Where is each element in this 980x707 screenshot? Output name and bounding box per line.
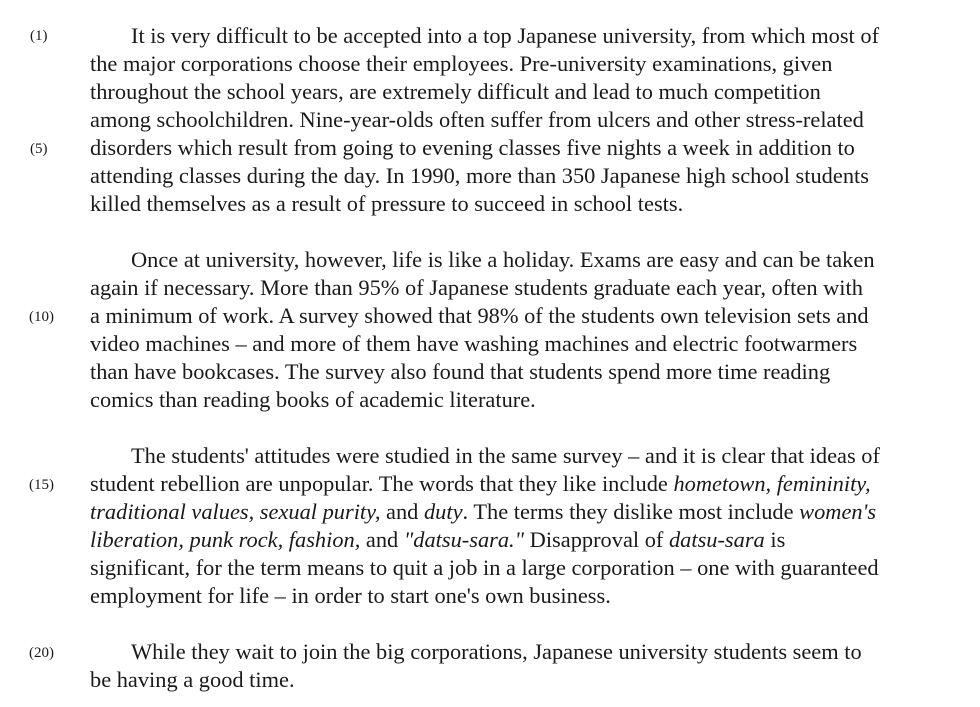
text-line: killed themselves as a result of pressure to succeed in school tests. [90,191,684,216]
text-line: the major corporations choose their employees. Pre-university examinations, given [90,51,833,76]
text-run: Disapproval of [524,527,669,552]
italic-term: datsu-sara [668,527,765,552]
text-line [90,470,871,498]
italic-term: women's [799,499,877,524]
text-line [90,498,876,526]
text-line: significant, for the term means to quit a job in a large corporation – one with guaranteed [90,555,879,580]
text-line: throughout the school years, are extremely difficult and lead to much competition [90,79,821,104]
text-line [90,526,785,554]
text-run: is [764,527,786,552]
italic-term: "datsu-sara." [403,527,525,552]
italic-term: liberation, punk rock, fashion, [90,527,361,552]
text-line: a minimum of work. A survey showed that 98% of the students own television sets and [90,303,869,328]
text-line: employment for life – in order to start one's own business. [90,583,611,608]
line-number-10: (10) [29,309,54,325]
text-line: disorders which result from going to evening classes five nights a week in addition to [90,135,855,160]
italic-term: duty [423,499,463,524]
text-line: among schoolchildren. Nine-year-olds often suffer from ulcers and other stress-related [90,107,864,132]
text-run: and [380,499,424,524]
line-number-20: (20) [29,645,54,661]
line-number-1: (1) [30,28,48,44]
text-line: again if necessary. More than 95% of Japanese students graduate each year, often with [90,275,863,300]
text-line: attending classes during the day. In 1990, more than 350 Japanese high school students [90,163,869,188]
text-run: and [360,527,404,552]
text-line: video machines – and more of them have washing machines and electric footwarmers [90,331,858,356]
text-run: . The terms they dislike most include [462,499,800,524]
text-line: The students' attitudes were studied in the same survey – and it is clear that ideas of [131,443,880,468]
text-run: student rebellion are unpopular. The words that they like include [90,471,674,496]
text-line: While they wait to join the big corporations, Japanese university students seem to [131,639,862,664]
text-line: comics than reading books of academic literature. [90,387,536,412]
line-number-5: (5) [30,141,48,157]
italic-term: traditional values, sexual purity, [90,499,381,524]
line-number-15: (15) [29,477,54,493]
text-line: Once at university, however, life is like a holiday. Exams are easy and can be taken [131,247,875,272]
text-line: than have bookcases. The survey also found that students spend more time reading [90,359,831,384]
text-line: be having a good time. [90,667,295,692]
italic-term: hometown, femininity, [673,471,871,496]
text-line: It is very difficult to be accepted into a top Japanese university, from which most of [131,23,880,48]
